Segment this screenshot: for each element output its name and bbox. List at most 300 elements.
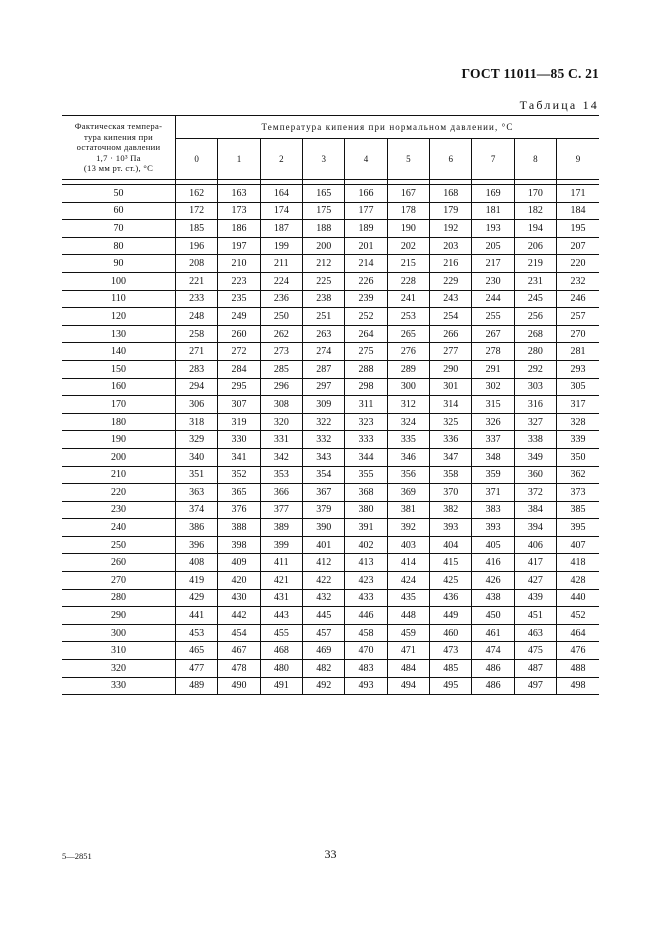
value-cell: 252	[345, 308, 387, 326]
value-cell: 340	[176, 448, 218, 466]
value-cell: 206	[514, 237, 556, 255]
value-cell: 312	[387, 396, 429, 414]
value-cell: 319	[218, 413, 260, 431]
value-cell: 264	[345, 325, 387, 343]
value-cell: 173	[218, 202, 260, 220]
value-cell: 451	[514, 607, 556, 625]
value-cell: 432	[303, 589, 345, 607]
value-cell: 196	[176, 237, 218, 255]
value-cell: 303	[514, 378, 556, 396]
value-cell: 445	[303, 607, 345, 625]
row-key-cell: 180	[62, 413, 176, 431]
value-cell: 170	[514, 185, 556, 203]
value-cell: 480	[260, 660, 302, 678]
value-cell: 291	[472, 360, 514, 378]
table-row	[62, 220, 599, 238]
value-cell: 381	[387, 501, 429, 519]
table-row	[62, 237, 599, 255]
value-cell: 435	[387, 589, 429, 607]
value-cell: 384	[514, 501, 556, 519]
value-cell: 243	[430, 290, 472, 308]
value-cell: 271	[176, 343, 218, 361]
value-cell: 236	[260, 290, 302, 308]
row-key-cell: 190	[62, 431, 176, 449]
value-cell: 322	[303, 413, 345, 431]
value-cell: 275	[345, 343, 387, 361]
corner-header-line: остаточном давлении	[76, 142, 161, 153]
value-cell: 471	[387, 642, 429, 660]
value-cell: 372	[514, 484, 556, 502]
row-key-cell: 230	[62, 501, 176, 519]
value-cell: 278	[472, 343, 514, 361]
value-cell: 328	[557, 413, 599, 431]
value-cell: 407	[557, 536, 599, 554]
value-cell: 181	[472, 202, 514, 220]
row-key-cell: 160	[62, 378, 176, 396]
value-cell: 283	[176, 360, 218, 378]
value-cell: 330	[218, 431, 260, 449]
value-cell: 221	[176, 272, 218, 290]
value-cell: 475	[514, 642, 556, 660]
value-cell: 238	[303, 290, 345, 308]
table-row	[62, 325, 599, 343]
column-header: 8	[514, 139, 556, 180]
row-key-cell: 110	[62, 290, 176, 308]
value-cell: 365	[218, 484, 260, 502]
value-cell: 257	[557, 308, 599, 326]
value-cell: 272	[218, 343, 260, 361]
value-cell: 324	[387, 413, 429, 431]
value-cell: 307	[218, 396, 260, 414]
corner-header-line: тура кипения при	[84, 131, 153, 142]
value-cell: 376	[218, 501, 260, 519]
value-cell: 267	[472, 325, 514, 343]
value-cell: 201	[345, 237, 387, 255]
table-row	[62, 202, 599, 220]
row-key-cell: 70	[62, 220, 176, 238]
value-cell: 440	[557, 589, 599, 607]
value-cell: 226	[345, 272, 387, 290]
value-cell: 172	[176, 202, 218, 220]
table-row	[62, 572, 599, 590]
value-cell: 308	[260, 396, 302, 414]
value-cell: 320	[260, 413, 302, 431]
value-cell: 431	[260, 589, 302, 607]
value-cell: 443	[260, 607, 302, 625]
value-cell: 163	[218, 185, 260, 203]
value-cell: 338	[514, 431, 556, 449]
row-key-cell: 210	[62, 466, 176, 484]
value-cell: 341	[218, 448, 260, 466]
value-cell: 184	[557, 202, 599, 220]
value-cell: 249	[218, 308, 260, 326]
value-cell: 360	[514, 466, 556, 484]
value-cell: 265	[387, 325, 429, 343]
value-cell: 463	[514, 624, 556, 642]
row-key-cell: 200	[62, 448, 176, 466]
value-cell: 207	[557, 237, 599, 255]
corner-header	[62, 116, 176, 180]
value-cell: 396	[176, 536, 218, 554]
value-cell: 284	[218, 360, 260, 378]
row-key-cell: 220	[62, 484, 176, 502]
value-cell: 458	[345, 624, 387, 642]
value-cell: 476	[557, 642, 599, 660]
value-cell: 398	[218, 536, 260, 554]
value-cell: 177	[345, 202, 387, 220]
value-cell: 285	[260, 360, 302, 378]
value-cell: 251	[303, 308, 345, 326]
value-cell: 217	[472, 255, 514, 273]
value-cell: 335	[387, 431, 429, 449]
value-cell: 262	[260, 325, 302, 343]
value-cell: 436	[430, 589, 472, 607]
value-cell: 427	[514, 572, 556, 590]
value-cell: 359	[472, 466, 514, 484]
value-cell: 380	[345, 501, 387, 519]
value-cell: 224	[260, 272, 302, 290]
value-cell: 256	[514, 308, 556, 326]
value-cell: 422	[303, 572, 345, 590]
value-cell: 389	[260, 519, 302, 537]
value-cell: 494	[387, 677, 429, 695]
value-cell: 452	[557, 607, 599, 625]
value-cell: 292	[514, 360, 556, 378]
value-cell: 368	[345, 484, 387, 502]
value-cell: 337	[472, 431, 514, 449]
value-cell: 420	[218, 572, 260, 590]
value-cell: 297	[303, 378, 345, 396]
value-cell: 167	[387, 185, 429, 203]
value-cell: 205	[472, 237, 514, 255]
value-cell: 333	[345, 431, 387, 449]
value-cell: 270	[557, 325, 599, 343]
value-cell: 483	[345, 660, 387, 678]
page-number: 33	[324, 847, 337, 861]
value-cell: 215	[387, 255, 429, 273]
value-cell: 169	[472, 185, 514, 203]
table-row	[62, 272, 599, 290]
value-cell: 474	[472, 642, 514, 660]
value-cell: 415	[430, 554, 472, 572]
value-cell: 442	[218, 607, 260, 625]
value-cell: 263	[303, 325, 345, 343]
value-cell: 295	[218, 378, 260, 396]
row-key-cell: 80	[62, 237, 176, 255]
value-cell: 266	[430, 325, 472, 343]
value-cell: 298	[345, 378, 387, 396]
value-cell: 162	[176, 185, 218, 203]
value-cell: 464	[557, 624, 599, 642]
value-cell: 393	[472, 519, 514, 537]
value-cell: 342	[260, 448, 302, 466]
value-cell: 366	[260, 484, 302, 502]
value-cell: 336	[430, 431, 472, 449]
table-row	[62, 554, 599, 572]
value-cell: 250	[260, 308, 302, 326]
row-key-cell: 260	[62, 554, 176, 572]
value-cell: 212	[303, 255, 345, 273]
value-cell: 465	[176, 642, 218, 660]
value-cell: 315	[472, 396, 514, 414]
value-cell: 260	[218, 325, 260, 343]
print-code: 5—2851	[62, 851, 92, 861]
row-key-cell: 290	[62, 607, 176, 625]
row-key-cell: 320	[62, 660, 176, 678]
value-cell: 446	[345, 607, 387, 625]
row-key-cell: 140	[62, 343, 176, 361]
value-cell: 318	[176, 413, 218, 431]
value-cell: 290	[430, 360, 472, 378]
column-header: 6	[430, 139, 472, 180]
value-cell: 373	[557, 484, 599, 502]
table-label: Таблица 14	[519, 98, 599, 112]
row-key-cell: 300	[62, 624, 176, 642]
value-cell: 491	[260, 677, 302, 695]
value-cell: 309	[303, 396, 345, 414]
value-cell: 202	[387, 237, 429, 255]
value-cell: 453	[176, 624, 218, 642]
value-cell: 185	[176, 220, 218, 238]
value-cell: 416	[472, 554, 514, 572]
corner-header-line: 1,7 · 10³ Па	[96, 152, 141, 163]
value-cell: 438	[472, 589, 514, 607]
value-cell: 219	[514, 255, 556, 273]
value-cell: 253	[387, 308, 429, 326]
value-cell: 493	[345, 677, 387, 695]
value-cell: 439	[514, 589, 556, 607]
table-row	[62, 343, 599, 361]
row-key-cell: 240	[62, 519, 176, 537]
row-key-cell: 120	[62, 308, 176, 326]
value-cell: 343	[303, 448, 345, 466]
table-row	[62, 360, 599, 378]
value-cell: 166	[345, 185, 387, 203]
value-cell: 426	[472, 572, 514, 590]
table-row	[62, 308, 599, 326]
value-cell: 190	[387, 220, 429, 238]
table-row	[62, 677, 599, 695]
value-cell: 311	[345, 396, 387, 414]
value-cell: 477	[176, 660, 218, 678]
table-row	[62, 290, 599, 308]
value-cell: 350	[557, 448, 599, 466]
corner-header-line: Фактическая темпера-	[74, 121, 163, 132]
table-row	[62, 396, 599, 414]
value-cell: 189	[345, 220, 387, 238]
value-cell: 379	[303, 501, 345, 519]
value-cell: 461	[472, 624, 514, 642]
column-header: 0	[176, 139, 218, 180]
value-cell: 356	[387, 466, 429, 484]
value-cell: 233	[176, 290, 218, 308]
row-key-cell: 170	[62, 396, 176, 414]
table-row	[62, 519, 599, 537]
value-cell: 229	[430, 272, 472, 290]
value-cell: 187	[260, 220, 302, 238]
value-cell: 401	[303, 536, 345, 554]
value-cell: 484	[387, 660, 429, 678]
value-cell: 211	[260, 255, 302, 273]
value-cell: 424	[387, 572, 429, 590]
value-cell: 469	[303, 642, 345, 660]
value-cell: 193	[472, 220, 514, 238]
row-key-cell: 130	[62, 325, 176, 343]
value-cell: 326	[472, 413, 514, 431]
value-cell: 374	[176, 501, 218, 519]
value-cell: 164	[260, 185, 302, 203]
value-cell: 182	[514, 202, 556, 220]
value-cell: 323	[345, 413, 387, 431]
value-cell: 497	[514, 677, 556, 695]
column-header: 9	[557, 139, 599, 180]
value-cell: 302	[472, 378, 514, 396]
value-cell: 329	[176, 431, 218, 449]
value-cell: 306	[176, 396, 218, 414]
table-row	[62, 431, 599, 449]
value-cell: 203	[430, 237, 472, 255]
value-cell: 411	[260, 554, 302, 572]
value-cell: 460	[430, 624, 472, 642]
table-row	[62, 413, 599, 431]
row-key-cell: 90	[62, 255, 176, 273]
value-cell: 399	[260, 536, 302, 554]
table-row	[62, 624, 599, 642]
value-cell: 369	[387, 484, 429, 502]
value-cell: 255	[472, 308, 514, 326]
value-cell: 287	[303, 360, 345, 378]
table-row	[62, 536, 599, 554]
value-cell: 344	[345, 448, 387, 466]
column-header: 4	[345, 139, 387, 180]
value-cell: 339	[557, 431, 599, 449]
value-cell: 168	[430, 185, 472, 203]
value-cell: 354	[303, 466, 345, 484]
value-cell: 394	[514, 519, 556, 537]
row-key-cell: 330	[62, 677, 176, 695]
table-body	[62, 180, 599, 695]
value-cell: 200	[303, 237, 345, 255]
value-cell: 370	[430, 484, 472, 502]
value-cell: 385	[557, 501, 599, 519]
value-cell: 254	[430, 308, 472, 326]
value-cell: 232	[557, 272, 599, 290]
column-header: 3	[303, 139, 345, 180]
value-cell: 235	[218, 290, 260, 308]
value-cell: 382	[430, 501, 472, 519]
row-key-cell: 50	[62, 185, 176, 203]
value-cell: 488	[557, 660, 599, 678]
standard-header: ГОСТ 11011—85 С. 21	[461, 66, 599, 81]
value-cell: 208	[176, 255, 218, 273]
row-key-cell: 250	[62, 536, 176, 554]
value-cell: 353	[260, 466, 302, 484]
value-cell: 349	[514, 448, 556, 466]
table-row	[62, 660, 599, 678]
table-row	[62, 607, 599, 625]
value-cell: 371	[472, 484, 514, 502]
value-cell: 178	[387, 202, 429, 220]
column-header: 1	[218, 139, 260, 180]
value-cell: 388	[218, 519, 260, 537]
value-cell: 197	[218, 237, 260, 255]
value-cell: 403	[387, 536, 429, 554]
row-key-cell: 270	[62, 572, 176, 590]
value-cell: 165	[303, 185, 345, 203]
value-cell: 485	[430, 660, 472, 678]
value-cell: 425	[430, 572, 472, 590]
value-cell: 327	[514, 413, 556, 431]
value-cell: 377	[260, 501, 302, 519]
row-key-cell: 280	[62, 589, 176, 607]
value-cell: 386	[176, 519, 218, 537]
value-cell: 188	[303, 220, 345, 238]
row-key-cell: 310	[62, 642, 176, 660]
table-row	[62, 484, 599, 502]
value-cell: 352	[218, 466, 260, 484]
value-cell: 495	[430, 677, 472, 695]
table-row	[62, 448, 599, 466]
value-cell: 418	[557, 554, 599, 572]
value-cell: 393	[430, 519, 472, 537]
value-cell: 449	[430, 607, 472, 625]
value-cell: 355	[345, 466, 387, 484]
value-cell: 346	[387, 448, 429, 466]
value-cell: 220	[557, 255, 599, 273]
value-cell: 246	[557, 290, 599, 308]
value-cell: 276	[387, 343, 429, 361]
value-cell: 347	[430, 448, 472, 466]
value-cell: 487	[514, 660, 556, 678]
value-cell: 417	[514, 554, 556, 572]
row-key-cell: 150	[62, 360, 176, 378]
value-cell: 186	[218, 220, 260, 238]
value-cell: 406	[514, 536, 556, 554]
value-cell: 428	[557, 572, 599, 590]
value-cell: 325	[430, 413, 472, 431]
value-cell: 281	[557, 343, 599, 361]
value-cell: 289	[387, 360, 429, 378]
value-cell: 301	[430, 378, 472, 396]
value-cell: 421	[260, 572, 302, 590]
value-cell: 408	[176, 554, 218, 572]
value-cell: 450	[472, 607, 514, 625]
table-row	[62, 185, 599, 203]
value-cell: 214	[345, 255, 387, 273]
value-cell: 225	[303, 272, 345, 290]
value-cell: 489	[176, 677, 218, 695]
value-cell: 402	[345, 536, 387, 554]
value-cell: 280	[514, 343, 556, 361]
value-cell: 362	[557, 466, 599, 484]
value-cell: 241	[387, 290, 429, 308]
value-cell: 228	[387, 272, 429, 290]
value-cell: 492	[303, 677, 345, 695]
value-cell: 430	[218, 589, 260, 607]
value-cell: 248	[176, 308, 218, 326]
header-row-top	[62, 116, 599, 139]
value-cell: 498	[557, 677, 599, 695]
table-row	[62, 255, 599, 273]
value-cell: 383	[472, 501, 514, 519]
value-cell: 419	[176, 572, 218, 590]
value-cell: 457	[303, 624, 345, 642]
value-cell: 293	[557, 360, 599, 378]
value-cell: 332	[303, 431, 345, 449]
value-cell: 317	[557, 396, 599, 414]
value-cell: 390	[303, 519, 345, 537]
value-cell: 448	[387, 607, 429, 625]
